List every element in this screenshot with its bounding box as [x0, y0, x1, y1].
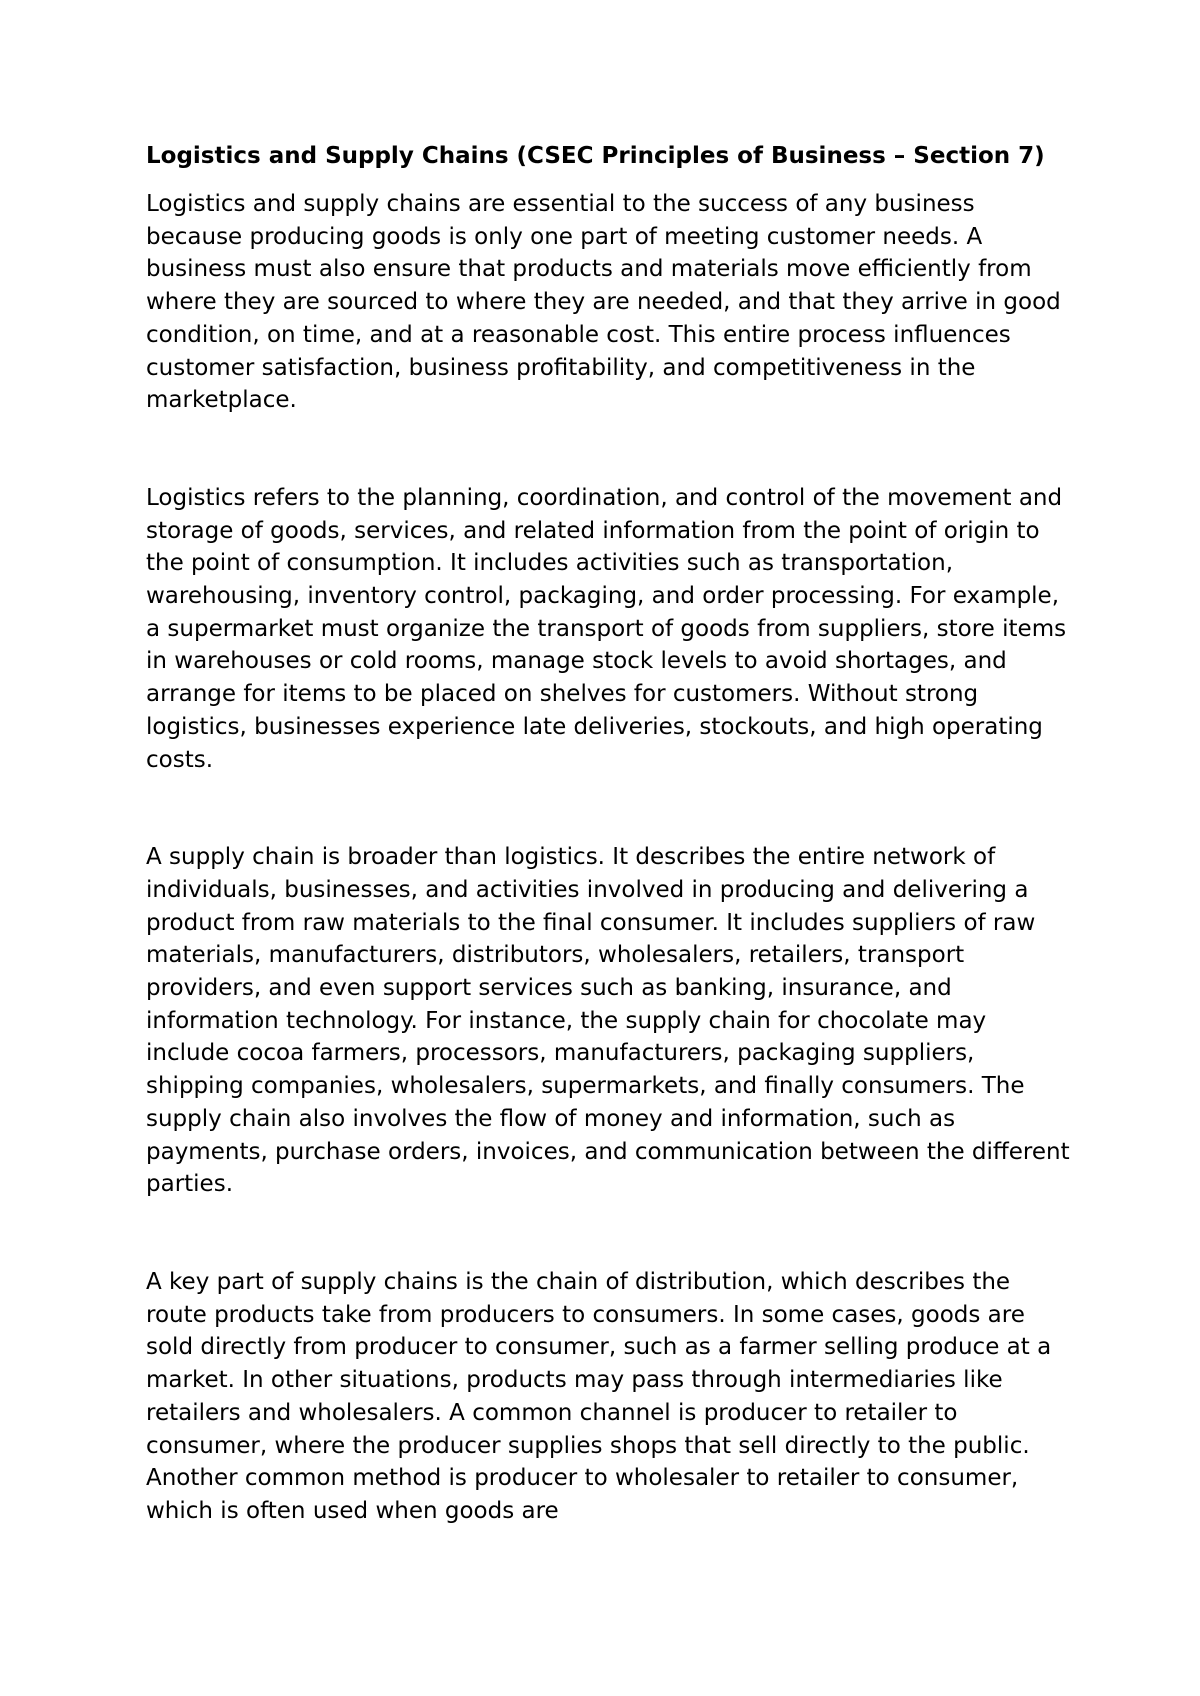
paragraph-logistics: Logistics refers to the planning, coordination, and control of the movement and storage of goods, services, and related information from the point of origin to the point of consumption. It includes activities such as transportation, warehousing, inventory control, packaging, and order processing. For example, a supermarket must organize the transport of goods from suppliers, store items in warehouses or cold rooms, manage stock levels to avoid shortages, and arrange for items to be placed on shelves for customers. Without strong logistics, businesses experience late deliveries, stockouts, and high operating costs. — [146, 484, 1067, 773]
document-title: Logistics and Supply Chains (CSEC Principles of Business – Section 7) — [146, 143, 1045, 169]
paragraph-chain-of-distribution: A key part of supply chains is the chain of distribution, which describes the route products take from producers to consumers. In some cases, goods are sold directly from producer to consumer, such as a farmer selling produce at a market. In other situations, products may pass through intermediaries like retailers and wholesalers. A common channel is producer to retailer to consumer, where the producer supplies shops that sell directly to the public. Another common method is producer to wholesaler to retailer to consumer, which is often used when goods are — [146, 1268, 1052, 1524]
document-body — [146, 140, 1076, 1593]
paragraph-intro: Logistics and supply chains are essential to the success of any business because producing goods is only one part of meeting customer needs. A business must also ensure that products and materials move efficiently from where they are sourced to where they are needed, and that they arrive in good condition, on time, and at a reasonable cost. This entire process influences customer satisfaction, business profitability, and competitiveness in the marketplace. — [146, 191, 1061, 414]
paragraph-supply-chain: A supply chain is broader than logistics. It describes the entire network of individuals, businesses, and activities involved in producing and delivering a product from raw materials to the final consumer. It includes suppliers of raw materials, manufacturers, distributors, wholesalers, retailers, transport providers, and even support services such as banking, insurance, and information technology. For instance, the supply chain for chocolate may include cocoa farmers, processors, manufacturers, packaging suppliers, shipping companies, wholesalers, supermarkets, and finally consumers. The supply chain also involves the flow of money and information, such as payments, purchase orders, invoices, and communication between the different parties. — [146, 844, 1070, 1198]
